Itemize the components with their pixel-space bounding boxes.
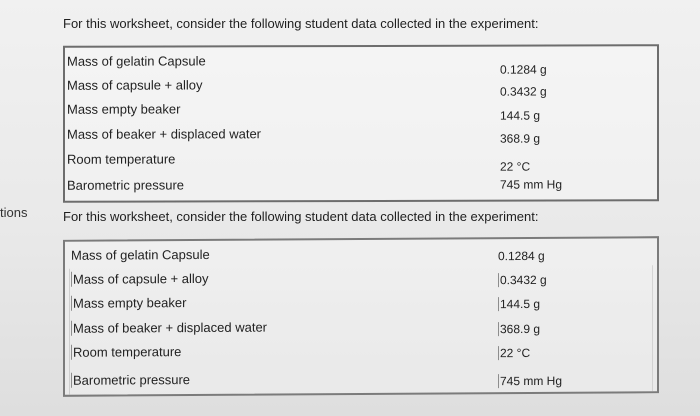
row-label: Mass of gelatin Capsule [67,53,206,69]
row-value: 745 mm Hg [500,177,563,192]
row-value: 22 °C [500,159,531,174]
row-label: Mass of beaker + displaced water [73,319,268,336]
table-row [65,290,657,318]
table-row [65,150,657,176]
row-label: Mass empty beaker [73,295,187,311]
table-row [65,76,657,102]
row-value: 745 mm Hg [500,373,563,389]
table-row [65,125,657,151]
table-divider [69,269,70,395]
worksheet-intro-top: For this worksheet, consider the following student data collected in the experiment: [63,16,539,31]
table-row [65,52,657,78]
student-data-table-top [63,44,659,203]
row-value: 0.1284 g [498,248,545,264]
table-row [65,176,657,202]
row-value: 144.5 g [500,296,541,312]
row-label: Barometric pressure [67,177,185,193]
table-row [65,315,657,343]
row-label: Barometric pressure [73,372,191,388]
table-row [65,100,657,126]
row-label: Mass empty beaker [67,101,181,117]
row-value: 0.3432 g [500,272,547,288]
table-row [65,242,657,270]
row-label: Mass of gelatin Capsule [71,246,210,263]
worksheet-intro-bottom: For this worksheet, consider the following student data collected in the experiment: [63,209,539,224]
side-label: tions [0,205,28,220]
row-label: Room temperature [67,151,176,167]
row-value: 22 °C [500,345,531,361]
table-row [65,367,657,395]
row-value: 0.3432 g [500,84,547,99]
row-label: Room temperature [73,344,182,360]
table-row [65,266,657,294]
row-value: 0.1284 g [500,62,547,77]
row-value: 144.5 g [500,108,541,123]
row-value: 368.9 g [500,131,541,146]
table-divider [652,265,653,391]
row-value: 368.9 g [500,321,541,337]
student-data-table-bottom [63,236,659,397]
row-label: Mass of beaker + displaced water [67,126,262,142]
table-row [65,339,657,367]
row-label: Mass of capsule + alloy [67,77,203,93]
row-label: Mass of capsule + alloy [73,270,209,287]
